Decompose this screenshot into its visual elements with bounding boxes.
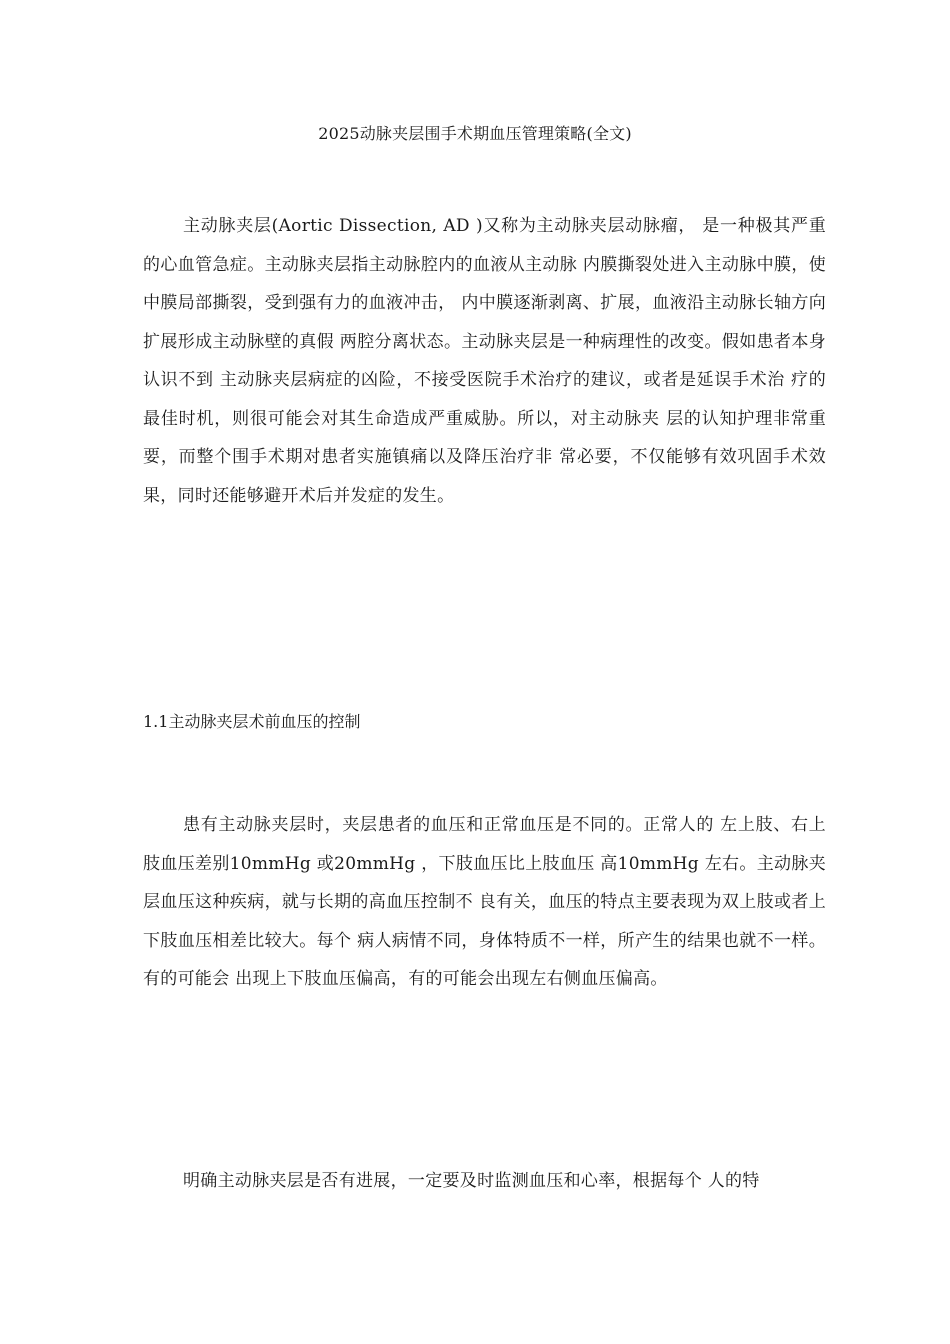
document-title: 2025动脉夹层围手术期血压管理策略(全文)	[318, 124, 632, 143]
paragraph-blood-pressure: 患有主动脉夹层时，夹层患者的血压和正常血压是不同的。正常人的 左上肢、右上肢血压差别10mmHg 或20mmHg ，下肢血压比上肢血压 高10mmHg 左右。主动脉夹层血压这种疾病，就与长期的高血压控制不 良有关，血压的特点主要表现为双上肢或者上下肢血压相差比较大。每个 病人病情不同，身体特质不一样，所产生的结果也就不一样。有的可能会 出现上下肢血压偏高，有的可能会出现左右侧血压偏高。	[143, 815, 826, 989]
paragraph-intro: 主动脉夹层(Aortic Dissection, AD )又称为主动脉夹层动脉瘤， 是一种极其严重的心血管急症。主动脉夹层指主动脉腔内的血液从主动脉 内膜撕裂处进入主动脉中膜，使中膜局部撕裂，受到强有力的血液冲击， 内中膜逐渐剥离、扩展，血液沿主动脉长轴方向扩展形成主动脉壁的真假 两腔分离状态。主动脉夹层是一种病理性的改变。假如患者本身认识不到 主动脉夹层病症的凶险，不接受医院手术治疗的建议，或者是延误手术治 疗的最佳时机，则很可能会对其生命造成严重威胁。所以，对主动脉夹 层的认知护理非常重要，而整个围手术期对患者实施镇痛以及降压治疗非 常必要，不仅能够有效巩固手术效果，同时还能够避开术后并发症的发生。	[143, 216, 826, 506]
paragraph-monitoring: 明确主动脉夹层是否有进展，一定要及时监测血压和心率，根据每个 人的特	[183, 1171, 760, 1191]
section-heading: 1.1主动脉夹层术前血压的控制	[143, 712, 361, 731]
